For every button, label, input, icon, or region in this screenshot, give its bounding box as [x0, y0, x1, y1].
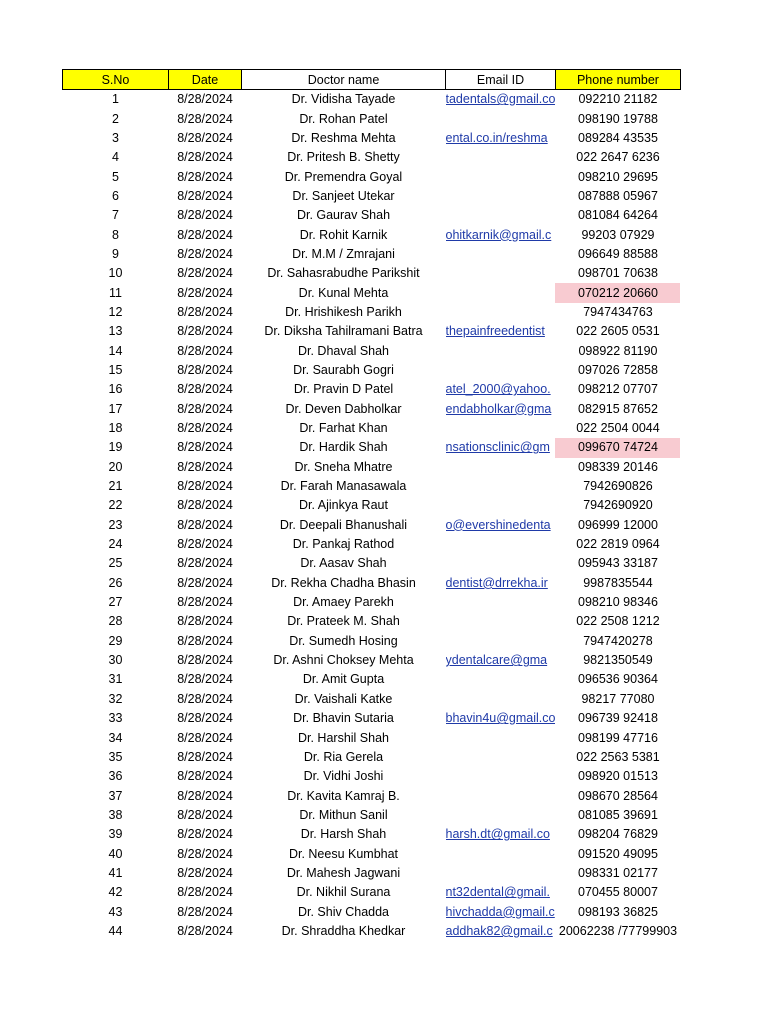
- cell-email[interactable]: [446, 767, 556, 786]
- cell-date[interactable]: 8/28/2024: [177, 266, 233, 281]
- table-row: [63, 786, 681, 805]
- cell-phone[interactable]: 7942690920: [583, 498, 653, 513]
- cell-date[interactable]: 8/28/2024: [177, 246, 233, 261]
- table-row: [63, 651, 681, 670]
- header-phone-number[interactable]: Phone number: [555, 70, 680, 90]
- cell-doctor-name[interactable]: Dr. Mahesh Jagwani: [286, 865, 401, 880]
- cell-sno[interactable]: 12: [108, 304, 123, 319]
- email-link[interactable]: o@evershinedenta: [445, 517, 551, 532]
- cell-date[interactable]: 8/28/2024: [177, 479, 233, 494]
- cell-email[interactable]: [446, 458, 556, 477]
- email-link[interactable]: nsationsclinic@gm: [445, 440, 550, 455]
- email-link[interactable]: hivchadda@gmail.c: [445, 904, 555, 919]
- cell-email[interactable]: [446, 129, 556, 148]
- cell-doctor-name[interactable]: Dr. M.M / Zmrajani: [292, 246, 395, 261]
- cell-email[interactable]: [446, 825, 556, 844]
- table-row: [63, 767, 681, 786]
- cell-phone[interactable]: 098210 98346: [578, 595, 658, 610]
- email-link[interactable]: nt32dental@gmail.: [445, 885, 550, 900]
- cell-phone[interactable]: 022 2508 1212: [576, 614, 660, 629]
- cell-date[interactable]: 8/28/2024: [177, 188, 233, 203]
- cell-doctor-name[interactable]: Dr. Amaey Parekh: [293, 595, 394, 610]
- cell-email[interactable]: [446, 361, 556, 380]
- table-row: [63, 902, 681, 921]
- table-row: [63, 477, 681, 496]
- header-date[interactable]: Date: [169, 70, 242, 90]
- cell-email[interactable]: [446, 400, 556, 419]
- cell-date[interactable]: 8/28/2024: [177, 111, 233, 126]
- email-link[interactable]: ental.co.in/reshma: [445, 130, 548, 145]
- cell-doctor-name[interactable]: Dr. Ashni Choksey Mehta: [273, 653, 414, 668]
- email-link[interactable]: endabholkar@gma: [445, 401, 552, 416]
- cell-doctor-name[interactable]: Dr. Vidhi Joshi: [303, 769, 384, 784]
- cell-sno[interactable]: 9: [112, 246, 119, 261]
- table-row: [63, 109, 681, 128]
- cell-date[interactable]: 8/28/2024: [177, 885, 233, 900]
- cell-date[interactable]: 8/28/2024: [177, 730, 233, 745]
- table-row: [63, 419, 681, 438]
- cell-phone[interactable]: 091520 49095: [578, 846, 658, 861]
- cell-sno[interactable]: 24: [108, 537, 123, 552]
- cell-date[interactable]: 8/28/2024: [177, 575, 233, 590]
- cell-phone[interactable]: 070455 80007: [578, 885, 658, 900]
- cell-email[interactable]: [446, 632, 556, 651]
- table-row: [63, 148, 681, 167]
- table-row: [63, 632, 681, 651]
- cell-phone[interactable]: 098701 70638: [578, 266, 658, 281]
- cell-sno[interactable]: 1: [112, 92, 119, 107]
- cell-phone[interactable]: 99203 07929: [581, 227, 655, 242]
- cell-doctor-name[interactable]: Dr. Hrishikesh Parikh: [285, 304, 402, 319]
- cell-sno[interactable]: 32: [108, 691, 123, 706]
- cell-date[interactable]: 8/28/2024: [177, 459, 233, 474]
- cell-doctor-name[interactable]: Dr. Nikhil Surana: [296, 885, 391, 900]
- cell-phone[interactable]: 022 2504 0044: [576, 421, 660, 436]
- cell-date[interactable]: 8/28/2024: [177, 324, 233, 339]
- cell-sno[interactable]: 14: [108, 343, 123, 358]
- email-link[interactable]: harsh.dt@gmail.co: [445, 827, 550, 842]
- cell-doctor-name[interactable]: Dr. Ajinkya Raut: [299, 498, 388, 513]
- email-link[interactable]: dentist@drrekha.ir: [445, 575, 548, 590]
- cell-email[interactable]: [446, 670, 556, 689]
- cell-doctor-name[interactable]: Dr. Saurabh Gogri: [293, 362, 394, 377]
- email-link[interactable]: bhavin4u@gmail.co: [445, 711, 556, 726]
- cell-sno[interactable]: 20: [108, 459, 123, 474]
- cell-doctor-name[interactable]: Dr. Mithun Sanil: [299, 807, 388, 822]
- cell-phone[interactable]: 022 2647 6236: [576, 150, 660, 165]
- cell-doctor-name[interactable]: Dr. Rohit Karnik: [299, 227, 388, 242]
- table-row: [63, 341, 681, 360]
- cell-email[interactable]: [446, 516, 556, 535]
- cell-date[interactable]: 8/28/2024: [177, 517, 233, 532]
- cell-date[interactable]: 8/28/2024: [177, 807, 233, 822]
- cell-doctor-name[interactable]: Dr. Neesu Kumbhat: [288, 846, 399, 861]
- cell-sno[interactable]: 41: [108, 865, 123, 880]
- cell-doctor-name[interactable]: Dr. Bhavin Sutaria: [293, 711, 394, 726]
- cell-doctor-name[interactable]: Dr. Shiv Chadda: [297, 904, 390, 919]
- table-row: [63, 129, 681, 148]
- cell-date[interactable]: 8/28/2024: [177, 672, 233, 687]
- cell-doctor-name[interactable]: Dr. Premendra Goyal: [284, 169, 403, 184]
- cell-doctor-name[interactable]: Dr. Harsh Shah: [300, 827, 387, 842]
- email-link[interactable]: atel_2000@yahoo.: [445, 382, 551, 397]
- cell-email[interactable]: [446, 902, 556, 921]
- table-row: [63, 187, 681, 206]
- cell-doctor-name[interactable]: Dr. Dhaval Shah: [297, 343, 390, 358]
- cell-date[interactable]: 8/28/2024: [177, 749, 233, 764]
- table-row: [63, 709, 681, 728]
- table-row: [63, 690, 681, 709]
- table-row: [63, 458, 681, 477]
- table-row: [63, 400, 681, 419]
- cell-doctor-name[interactable]: Dr. Aasav Shah: [300, 556, 387, 571]
- cell-sno[interactable]: 19: [108, 440, 123, 455]
- cell-phone[interactable]: 022 2819 0964: [576, 537, 660, 552]
- cell-date[interactable]: 8/28/2024: [177, 711, 233, 726]
- cell-date[interactable]: 8/28/2024: [177, 343, 233, 358]
- cell-phone[interactable]: 099670 74724: [555, 438, 680, 457]
- cell-doctor-name[interactable]: Dr. Kunal Mehta: [298, 285, 389, 300]
- cell-email[interactable]: [446, 303, 556, 322]
- table-row: [63, 844, 681, 863]
- table-row: [63, 922, 681, 941]
- cell-doctor-name[interactable]: Dr. Deepali Bhanushali: [279, 517, 408, 532]
- table-row: [63, 496, 681, 515]
- cell-doctor-name[interactable]: Dr. Diksha Tahilramani Batra: [264, 324, 423, 339]
- cell-phone[interactable]: 098210 29695: [578, 169, 658, 184]
- cell-doctor-name[interactable]: Dr. Shraddha Khedkar: [281, 923, 406, 938]
- cell-sno[interactable]: 35: [108, 749, 123, 764]
- cell-email[interactable]: [446, 90, 556, 110]
- header-sno[interactable]: S.No: [63, 70, 169, 90]
- header-email-id[interactable]: Email ID: [446, 70, 556, 90]
- cell-email[interactable]: [446, 574, 556, 593]
- cell-email[interactable]: [446, 283, 556, 302]
- cell-email[interactable]: [446, 322, 556, 341]
- cell-phone[interactable]: 096649 88588: [578, 246, 658, 261]
- cell-date[interactable]: 8/28/2024: [177, 769, 233, 784]
- table-row: [63, 825, 681, 844]
- cell-phone[interactable]: 096739 92418: [578, 711, 658, 726]
- cell-sno[interactable]: 42: [108, 885, 123, 900]
- cell-sno[interactable]: 15: [108, 362, 123, 377]
- cell-sno[interactable]: 5: [112, 169, 119, 184]
- table-row: [63, 554, 681, 573]
- cell-sno[interactable]: 8: [112, 227, 119, 242]
- table-row: [63, 90, 681, 110]
- cell-doctor-name[interactable]: Dr. Rohan Patel: [299, 111, 388, 126]
- cell-phone[interactable]: 98217 77080: [581, 691, 655, 706]
- cell-doctor-name[interactable]: Dr. Ria Gerela: [303, 749, 384, 764]
- table-row: [63, 225, 681, 244]
- cell-phone[interactable]: 087888 05967: [578, 188, 658, 203]
- cell-phone[interactable]: 092210 21182: [578, 92, 658, 107]
- cell-sno[interactable]: 34: [108, 730, 123, 745]
- email-link[interactable]: addhak82@gmail.c: [445, 923, 553, 938]
- cell-doctor-name[interactable]: Dr. Prateek M. Shah: [287, 614, 400, 629]
- cell-date[interactable]: 8/28/2024: [177, 208, 233, 223]
- cell-sno[interactable]: 18: [108, 421, 123, 436]
- cell-phone[interactable]: 9987835544: [583, 575, 653, 590]
- cell-sno[interactable]: 39: [108, 827, 123, 842]
- cell-date[interactable]: 8/28/2024: [177, 556, 233, 571]
- cell-doctor-name[interactable]: Dr. Farhat Khan: [299, 421, 388, 436]
- cell-email[interactable]: [446, 593, 556, 612]
- cell-email[interactable]: [446, 709, 556, 728]
- cell-sno[interactable]: 6: [112, 188, 119, 203]
- cell-phone[interactable]: 098190 19788: [578, 111, 658, 126]
- cell-doctor-name[interactable]: Dr. Sneha Mhatre: [294, 459, 393, 474]
- cell-sno[interactable]: 36: [108, 769, 123, 784]
- cell-phone[interactable]: 096999 12000: [578, 517, 658, 532]
- cell-doctor-name[interactable]: Dr. Reshma Mehta: [291, 130, 396, 145]
- table-row: [63, 516, 681, 535]
- cell-email[interactable]: [446, 535, 556, 554]
- cell-date[interactable]: 8/28/2024: [177, 169, 233, 184]
- cell-phone[interactable]: 7947420278: [583, 633, 653, 648]
- cell-phone[interactable]: 081084 64264: [578, 208, 658, 223]
- cell-phone[interactable]: 022 2563 5381: [576, 749, 660, 764]
- cell-sno[interactable]: 31: [108, 672, 123, 687]
- cell-email[interactable]: [446, 109, 556, 128]
- cell-date[interactable]: 8/28/2024: [177, 362, 233, 377]
- cell-phone[interactable]: 098922 81190: [578, 343, 658, 358]
- cell-date[interactable]: 8/28/2024: [177, 421, 233, 436]
- email-link[interactable]: ydentalcare@gma: [445, 653, 548, 668]
- cell-sno[interactable]: 29: [108, 633, 123, 648]
- cell-doctor-name[interactable]: Dr. Sanjeet Utekar: [292, 188, 395, 203]
- cell-sno[interactable]: 27: [108, 595, 123, 610]
- cell-doctor-name[interactable]: Dr. Hardik Shah: [299, 440, 388, 455]
- cell-sno[interactable]: 44: [108, 923, 123, 938]
- cell-email[interactable]: [446, 651, 556, 670]
- cell-sno[interactable]: 21: [108, 479, 123, 494]
- cell-doctor-name[interactable]: Dr. Vaishali Katke: [294, 691, 393, 706]
- cell-date[interactable]: 8/28/2024: [177, 788, 233, 803]
- cell-date[interactable]: 8/28/2024: [177, 285, 233, 300]
- email-link[interactable]: ohitkarnik@gmail.c: [445, 227, 552, 242]
- cell-sno[interactable]: 16: [108, 382, 123, 397]
- cell-phone[interactable]: 7942690826: [583, 479, 653, 494]
- table-row: [63, 748, 681, 767]
- cell-doctor-name[interactable]: Dr. Pritesh B. Shetty: [287, 150, 400, 165]
- cell-email[interactable]: [446, 206, 556, 225]
- cell-email[interactable]: [446, 864, 556, 883]
- table-row: [63, 670, 681, 689]
- cell-phone[interactable]: 098331 02177: [578, 865, 658, 880]
- cell-sno[interactable]: 33: [108, 711, 123, 726]
- cell-sno[interactable]: 30: [108, 653, 123, 668]
- cell-date[interactable]: 8/28/2024: [177, 130, 233, 145]
- cell-sno[interactable]: 28: [108, 614, 123, 629]
- email-link[interactable]: tadentals@gmail.co: [445, 92, 556, 107]
- table-row: [63, 574, 681, 593]
- cell-phone[interactable]: 089284 43535: [578, 130, 658, 145]
- cell-phone[interactable]: 098670 28564: [578, 788, 658, 803]
- cell-sno[interactable]: 22: [108, 498, 123, 513]
- cell-sno[interactable]: 13: [108, 324, 123, 339]
- cell-sno[interactable]: 26: [108, 575, 123, 590]
- table-row: [63, 361, 681, 380]
- cell-email[interactable]: [446, 167, 556, 186]
- cell-email[interactable]: [446, 748, 556, 767]
- cell-sno[interactable]: 37: [108, 788, 123, 803]
- cell-date[interactable]: 8/28/2024: [177, 227, 233, 242]
- cell-email[interactable]: [446, 419, 556, 438]
- cell-email[interactable]: [446, 225, 556, 244]
- cell-phone[interactable]: 096536 90364: [578, 672, 658, 687]
- email-link[interactable]: thepainfreedentist: [445, 324, 545, 339]
- cell-sno[interactable]: 2: [112, 111, 119, 126]
- cell-date[interactable]: 8/28/2024: [177, 865, 233, 880]
- table-row: [63, 438, 681, 457]
- cell-date[interactable]: 8/28/2024: [177, 304, 233, 319]
- table-row: [63, 883, 681, 902]
- cell-sno[interactable]: 3: [112, 130, 119, 145]
- cell-email[interactable]: [446, 786, 556, 805]
- cell-doctor-name[interactable]: Dr. Kavita Kamraj B.: [287, 788, 400, 803]
- cell-email[interactable]: [446, 245, 556, 264]
- cell-phone[interactable]: 095943 33187: [578, 556, 658, 571]
- cell-sno[interactable]: 43: [108, 904, 123, 919]
- cell-email[interactable]: [446, 844, 556, 863]
- cell-date[interactable]: 8/28/2024: [177, 691, 233, 706]
- table-row: [63, 380, 681, 399]
- cell-email[interactable]: [446, 341, 556, 360]
- table-header: [63, 70, 681, 90]
- cell-doctor-name[interactable]: Dr. Gaurav Shah: [296, 208, 391, 223]
- table-row: [63, 535, 681, 554]
- table-row: [63, 206, 681, 225]
- cell-date[interactable]: 8/28/2024: [177, 401, 233, 416]
- cell-date[interactable]: 8/28/2024: [177, 382, 233, 397]
- header-doctor-name[interactable]: Doctor name: [242, 70, 446, 90]
- cell-email[interactable]: [446, 477, 556, 496]
- cell-email[interactable]: [446, 554, 556, 573]
- cell-phone[interactable]: 9821350549: [583, 653, 653, 668]
- cell-date[interactable]: 8/28/2024: [177, 827, 233, 842]
- cell-sno[interactable]: 23: [108, 517, 123, 532]
- table-row: [63, 303, 681, 322]
- cell-doctor-name[interactable]: Dr. Pravin D Patel: [293, 382, 394, 397]
- header-row: [63, 70, 681, 90]
- cell-date[interactable]: 8/28/2024: [177, 846, 233, 861]
- doctor-contact-table: [62, 69, 681, 941]
- cell-email[interactable]: [446, 496, 556, 515]
- cell-sno[interactable]: 4: [112, 150, 119, 165]
- cell-doctor-name[interactable]: Dr. Rekha Chadha Bhasin: [271, 575, 416, 590]
- cell-phone[interactable]: 082915 87652: [578, 401, 658, 416]
- table-row: [63, 283, 681, 302]
- cell-sno[interactable]: 11: [109, 285, 122, 300]
- cell-sno[interactable]: 40: [108, 846, 123, 861]
- cell-doctor-name[interactable]: Dr. Pankaj Rathod: [292, 537, 395, 552]
- cell-date[interactable]: 8/28/2024: [177, 498, 233, 513]
- cell-sno[interactable]: 7: [112, 208, 119, 223]
- cell-phone[interactable]: 097026 72858: [578, 362, 658, 377]
- cell-date[interactable]: 8/28/2024: [177, 614, 233, 629]
- cell-doctor-name[interactable]: Dr. Deven Dabholkar: [285, 401, 402, 416]
- cell-email[interactable]: [446, 438, 556, 457]
- cell-email[interactable]: [446, 612, 556, 631]
- cell-sno[interactable]: 38: [108, 807, 123, 822]
- cell-email[interactable]: [446, 728, 556, 747]
- cell-phone[interactable]: 098199 47716: [578, 730, 658, 745]
- cell-phone[interactable]: 022 2605 0531: [576, 324, 660, 339]
- cell-date[interactable]: 8/28/2024: [177, 150, 233, 165]
- cell-date[interactable]: 8/28/2024: [177, 653, 233, 668]
- cell-doctor-name[interactable]: Dr. Farah Manasawala: [280, 479, 407, 494]
- cell-date[interactable]: 8/28/2024: [177, 923, 233, 938]
- cell-doctor-name[interactable]: Dr. Sumedh Hosing: [289, 633, 398, 648]
- cell-phone[interactable]: 098212 07707: [578, 382, 658, 397]
- cell-phone[interactable]: 098920 01513: [578, 769, 658, 784]
- cell-sno[interactable]: 17: [108, 401, 123, 416]
- cell-email[interactable]: [446, 264, 556, 283]
- cell-email[interactable]: [446, 883, 556, 902]
- cell-date[interactable]: 8/28/2024: [177, 633, 233, 648]
- table-row: [63, 245, 681, 264]
- cell-email[interactable]: [446, 148, 556, 167]
- cell-phone[interactable]: 081085 39691: [578, 807, 658, 822]
- cell-email[interactable]: [446, 922, 556, 941]
- cell-sno[interactable]: 10: [108, 266, 123, 281]
- cell-phone[interactable]: 098193 36825: [578, 904, 658, 919]
- cell-email[interactable]: [446, 690, 556, 709]
- cell-phone[interactable]: 7947434763: [583, 304, 653, 319]
- table-row: [63, 322, 681, 341]
- table-row: [63, 264, 681, 283]
- cell-email[interactable]: [446, 187, 556, 206]
- cell-phone[interactable]: 098204 76829: [578, 827, 658, 842]
- cell-date[interactable]: 8/28/2024: [177, 92, 233, 107]
- table-row: [63, 612, 681, 631]
- cell-phone[interactable]: 20062238 /77799903: [558, 923, 678, 938]
- cell-doctor-name[interactable]: Dr. Amit Gupta: [302, 672, 385, 687]
- cell-doctor-name[interactable]: Dr. Vidisha Tayade: [291, 92, 396, 107]
- table-row: [63, 806, 681, 825]
- cell-phone[interactable]: 098339 20146: [578, 459, 658, 474]
- cell-phone[interactable]: 070212 20660: [555, 283, 680, 302]
- cell-sno[interactable]: 25: [108, 556, 123, 571]
- cell-date[interactable]: 8/28/2024: [177, 440, 233, 455]
- cell-doctor-name[interactable]: Dr. Sahasrabudhe Parikshit: [267, 266, 420, 281]
- cell-doctor-name[interactable]: Dr. Harshil Shah: [297, 730, 389, 745]
- cell-email[interactable]: [446, 380, 556, 399]
- table-row: [63, 728, 681, 747]
- table-body: [63, 90, 681, 942]
- table-row: [63, 167, 681, 186]
- cell-date[interactable]: 8/28/2024: [177, 537, 233, 552]
- cell-email[interactable]: [446, 806, 556, 825]
- table-row: [63, 593, 681, 612]
- table-row: [63, 864, 681, 883]
- cell-date[interactable]: 8/28/2024: [177, 904, 233, 919]
- cell-date[interactable]: 8/28/2024: [177, 595, 233, 610]
